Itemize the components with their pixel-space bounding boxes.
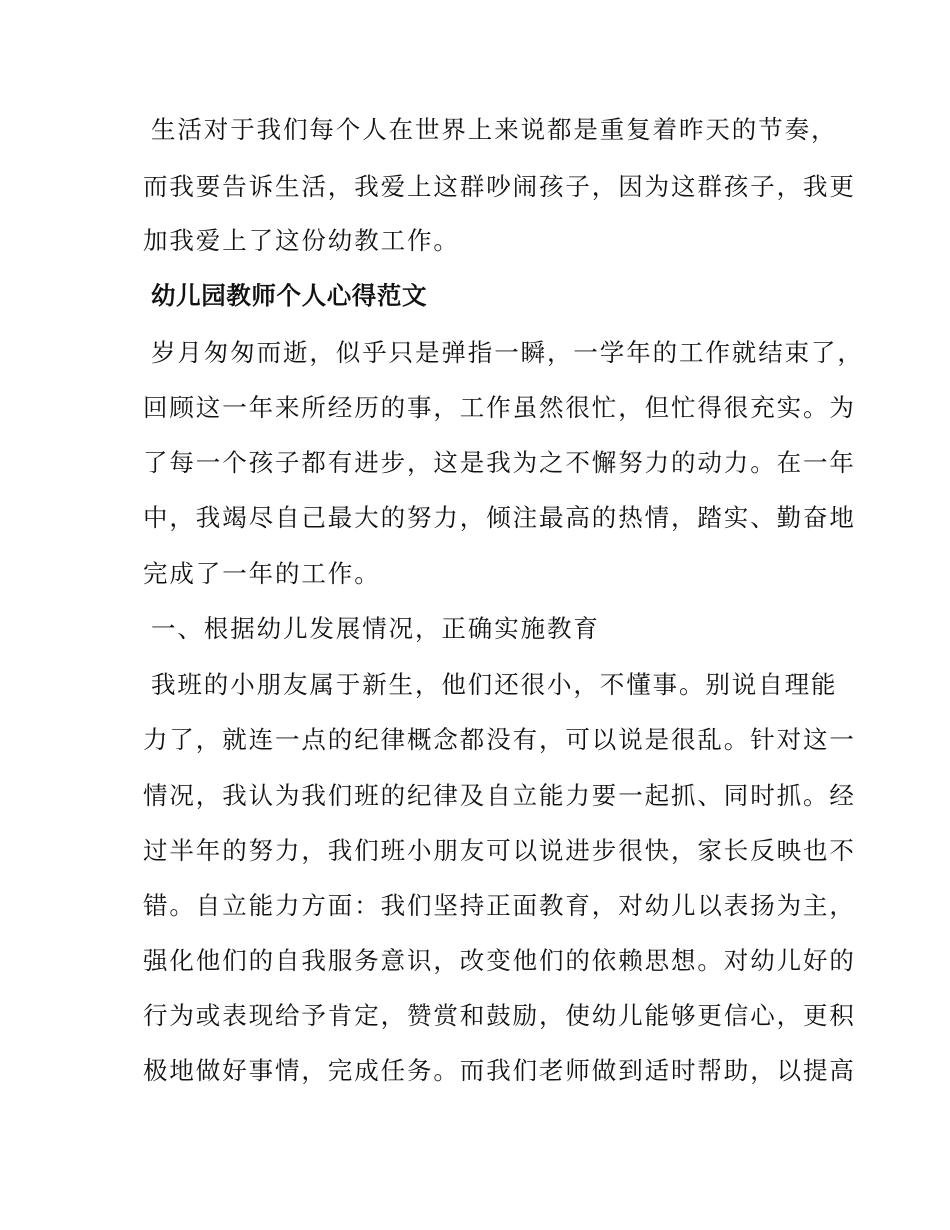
paragraph-line: 回顾这一年来所经历的事，工作虽然很忙，但忙得很充实。为 [143,393,856,422]
paragraph-line: 岁月匆匆而逝，似乎只是弹指一瞬，一学年的工作就结束了， [151,338,864,367]
paragraph-line: 而我要告诉生活，我爱上这群吵闹孩子，因为这群孩子，我更 [143,172,856,201]
paragraph-line: 行为或表现给予肯定，赞赏和鼓励，使幼儿能够更信心，更积 [143,1001,856,1030]
paragraph-line: 加我爱上了这份幼教工作。 [143,226,460,255]
subsection-heading: 一、根据幼儿发展情况，正确实施教育 [151,614,600,643]
paragraph-line: 情况，我认为我们班的纪律及自立能力要一起抓、同时抓。经 [143,781,856,810]
paragraph-line: 了每一个孩子都有进步，这是我为之不懈努力的动力。在一年 [143,448,856,477]
paragraph-line: 错。自立能力方面：我们坚持正面教育，对幼儿以表扬为主， [143,891,856,920]
paragraph-line: 强化他们的自我服务意识，改变他们的依赖思想。对幼儿好的 [143,946,856,975]
paragraph-line: 我班的小朋友属于新生，他们还很小，不懂事。别说自理能 [151,670,838,699]
paragraph-line: 力了，就连一点的纪律概念都没有，可以说是很乱。针对这一 [143,725,856,754]
paragraph-line: 极地做好事情，完成任务。而我们老师做到适时帮助，以提高 [143,1056,856,1085]
paragraph-line: 过半年的努力，我们班小朋友可以说进步很快，家长反映也不 [143,836,856,865]
section-heading: 幼儿园教师个人心得范文 [151,281,428,310]
paragraph-line: 中，我竭尽自己最大的努力，倾注最高的热情，踏实、勤奋地 [143,503,856,532]
paragraph-line: 生活对于我们每个人在世界上来说都是重复着昨天的节奏， [151,115,838,144]
paragraph-line: 完成了一年的工作。 [143,559,381,588]
